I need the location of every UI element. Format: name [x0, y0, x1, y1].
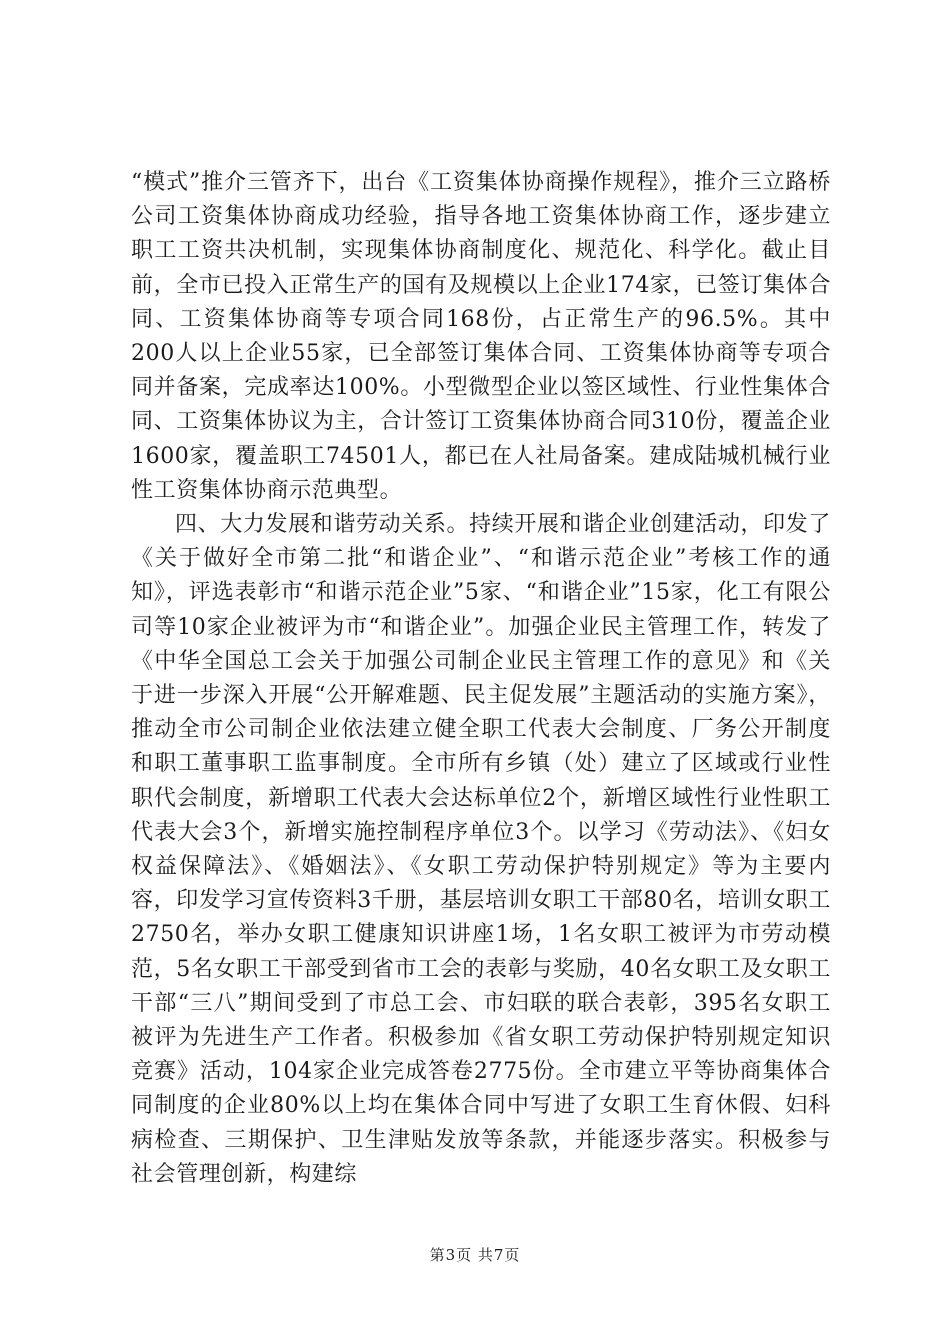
page-number-footer: 第3页 共7页 — [429, 1246, 521, 1264]
paragraph-continued: “模式”推介三管齐下，出台《工资集体协商操作规程》，推介三立路桥公司工资集体协商成功经验，指导各地工资集体协商工作，逐步建立职工工资共决机制，实现集体协商制度化、规范化、科学化。截止目前，全市已投入正常生产的国有及规模以上企业174家，已签订集体合同、工资集体协商等专项合同168份，占正常生产的96.5%。其中200人以上企业55家，已全部签订集体合同、工资集体协商等专项合同并备案，完成率达100%。小型微型企业以签区域性、行业性集体合同、工资集体协议为主，合计签订工资集体协商合同310份，覆盖企业1600家，覆盖职工74501人，都已在人社局备案。建成陆城机械行业性工资集体协商示范典型。 — [131, 170, 831, 503]
paragraph-section-four: 四、大力发展和谐劳动关系。持续开展和谐企业创建活动，印发了《关于做好全市第二批“和谐企业”、“和谐示范企业”考核工作的通知》，评选表彰市“和谐示范企业”5家、“和谐企业”15家，化工有限公司等10家企业被评为市“和谐企业”。加强企业民主管理工作，转发了《中华全国总工会关于加强公司制企业民主管理工作的意见》和《关于进一步深入开展“公开解难题、民主促发展”主题活动的实施方案》，推动全市公司制企业依法建立健全职工代表大会制度、厂务公开制度和职工董事职工监事制度。全市所有乡镇（处）建立了区域或行业性职代会制度，新增职工代表大会达标单位2个，新增区域性行业性职工代表大会3个，新增实施控制程序单位3个。以学习《劳动法》、《妇女权益保障法》、《婚姻法》、《女职工劳动保护特别规定》等为主要内容，印发学习宣传资料3千册，基层培训女职工干部80名，培训女职工2750名，举办女职工健康知识讲座1场，1名女职工被评为市劳动模范，5名女职工干部受到省市工会的表彰与奖励，40名女职工及女职工干部“三八”期间受到了市总工会、市妇联的联合表彰，395名女职工被评为先进生产工作者。积极参加《省女职工劳动保护特别规定知识竞赛》活动，104家企业完成答卷2775份。全市建立平等协商集体合同制度的企业80%以上均在集体合同中写进了女职工生育休假、妇科病检查、三期保护、卫生津贴发放等条款，并能逐步落实。积极参与社会管理创新，构建综 — [131, 512, 831, 1187]
document-body — [131, 166, 831, 1192]
